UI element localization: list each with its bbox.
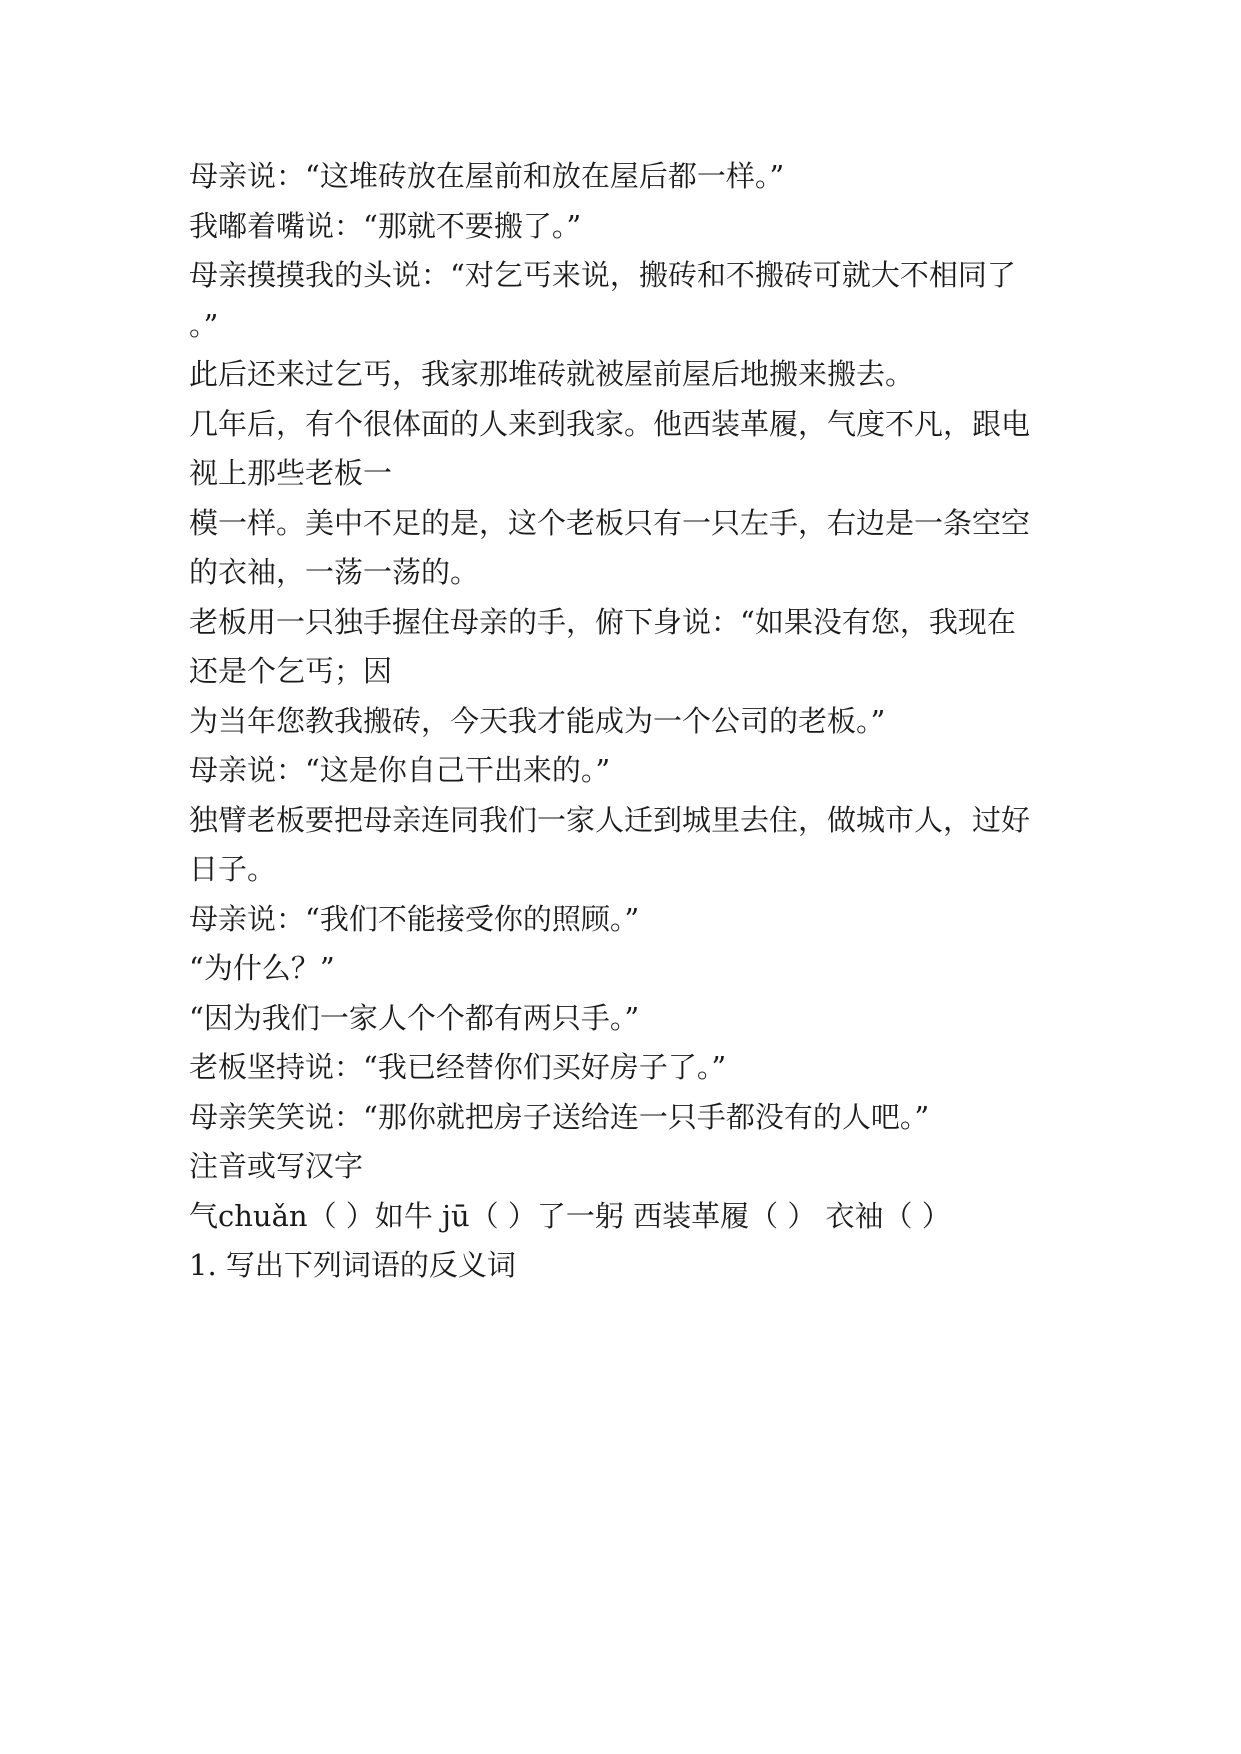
document-body [189, 152, 1069, 1291]
text-line: 老板坚持说：“我已经替你们买好房子了。” [189, 1050, 727, 1084]
text-line: 老板用一只独手握住母亲的手，俯下身说：“如果没有您，我现在 [189, 604, 1016, 639]
text-line: 母亲说：“这堆砖放在屋前和放在屋后都一样。” [189, 159, 785, 193]
text-line: 独臂老板要把母亲连同我们一家人迁到城里去住，做城市人，过好 [189, 802, 1031, 837]
text-line: “因为我们一家人个个都有两只手。” [189, 1000, 640, 1035]
text-line: 视上那些老板一 [189, 456, 393, 490]
text-line: 母亲说：“我们不能接受你的照顾。” [189, 901, 640, 936]
text-line: 母亲说：“这是你自己干出来的。” [189, 753, 611, 787]
text-line: 的衣袖，一荡一荡的。 [189, 555, 480, 589]
text-line: 母亲笑笑说：“那你就把房子送给连一只手都没有的人吧。” [189, 1099, 930, 1134]
text-line: 。” [189, 307, 219, 342]
question-item: 1. 写出下列词语的反义词 [189, 1248, 516, 1282]
text-line: “为什么？” [189, 951, 335, 985]
text-line: 我嘟着嘴说：“那就不要搬了。” [189, 208, 582, 243]
text-line: 此后还来过乞丐，我家那堆砖就被屋前屋后地搬来搬去。 [189, 357, 915, 391]
text-line: 模一样。美中不足的是，这个老板只有一只左手，右边是一条空空 [189, 505, 1031, 540]
section-heading: 注音或写汉字 [189, 1149, 364, 1183]
text-line: 母亲摸摸我的头说：“对乞丐来说，搬砖和不搬砖可就大不相同了 [189, 258, 1016, 292]
text-line: 几年后，有个很体面的人来到我家。他西装革履，气度不凡，跟电 [189, 406, 1031, 441]
text-line: 还是个乞丐；因 [189, 654, 393, 688]
text-line: 为当年您教我搬砖，今天我才能成为一个公司的老板。” [189, 703, 886, 738]
exercise-line: 气chuǎn（ ）如牛 jū（ ）了一躬 西装革履（ ） 衣袖（ ） [189, 1198, 951, 1233]
text-line: 日子。 [189, 852, 277, 886]
